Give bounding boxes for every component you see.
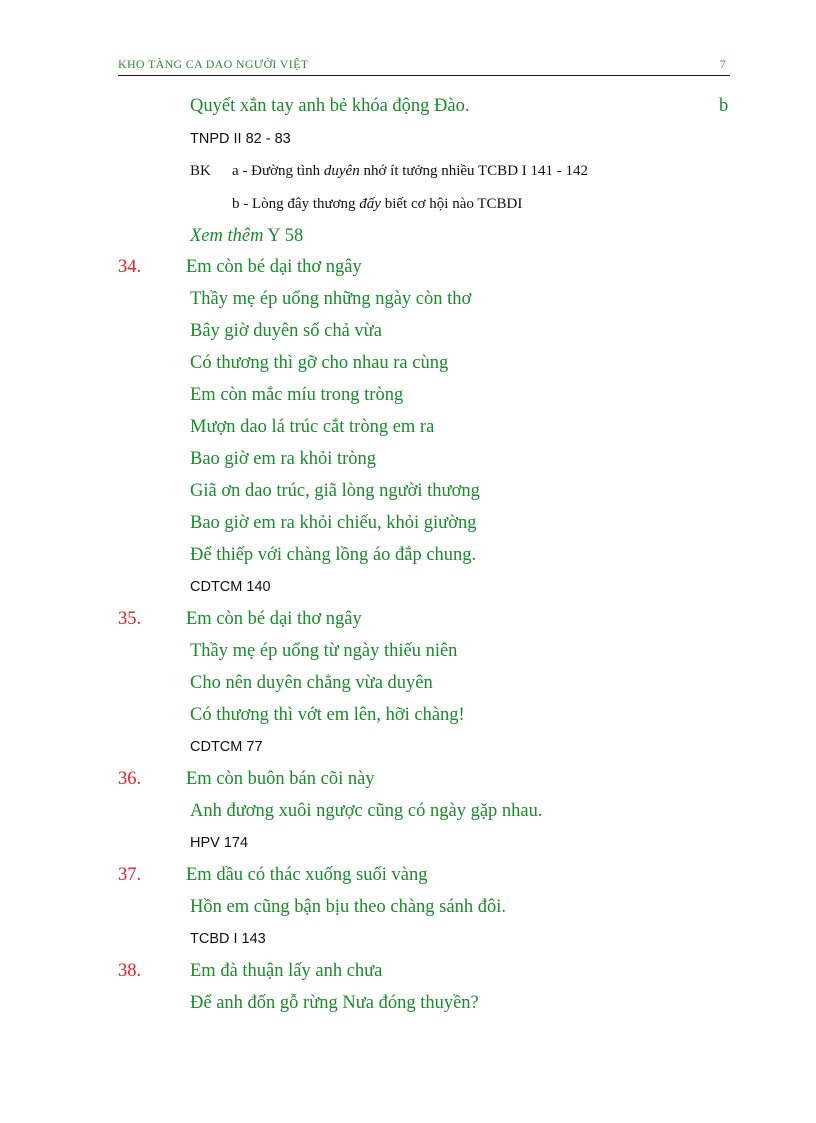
verse-line: Quyết xắn tay anh bẻ khóa động Đào. [190, 96, 470, 116]
verse-line: Bao giờ em ra khỏi tròng [190, 449, 377, 469]
variant-marker: b [719, 96, 729, 116]
poem-number: 36. [118, 769, 142, 789]
poem-number: 35. [118, 609, 142, 629]
verse-line: Giã ơn dao trúc, giã lòng người thương [190, 481, 480, 501]
source-citation: TCBD I 143 [190, 931, 266, 947]
source-citation: HPV 174 [190, 835, 249, 851]
verse-line: Có thương thì vớt em lên, hỡi chàng! [190, 705, 465, 725]
verse-line: Em đà thuận lấy anh chưa [190, 961, 383, 981]
verse-line: Có thương thì gỡ cho nhau ra cùng [190, 353, 449, 373]
verse-line: Em còn mắc míu trong tròng [190, 385, 404, 405]
poem-number: 37. [118, 865, 142, 885]
verse-line: Em còn buôn bán cõi này [186, 769, 375, 789]
poem-number: 38. [118, 961, 142, 981]
verse-line: Mượn dao lá trúc cắt tròng em ra [190, 417, 435, 437]
verse-line: Bây giờ duyên số chả vừa [190, 321, 382, 341]
verse-line: Để thiếp với chàng lồng áo đắp chung. [190, 545, 477, 565]
verse-line: Bao giờ em ra khỏi chiếu, khỏi giường [190, 513, 477, 533]
verse-line: Hồn em cũng bận bịu theo chàng sánh đôi. [190, 897, 506, 917]
verse-line: Em còn bé dại thơ ngây [186, 609, 362, 629]
verse-line: Em còn bé dại thơ ngây [186, 257, 362, 277]
page-number: 7 [719, 57, 726, 71]
verse-line: Em dầu có thác xuống suối vàng [186, 865, 428, 885]
book-title: KHO TÀNG CA DAO NGƯỜI VIỆT [118, 57, 309, 71]
see-also-reference: Xem thêm Y 58 [190, 226, 304, 246]
source-citation: TNPD II 82 - 83 [190, 131, 291, 147]
variant-note-b: b - Lòng đây thương đấy biết cơ hội nào TCBDI [232, 196, 523, 212]
bk-label: BK [190, 163, 211, 179]
variant-note-a: a - Đường tình duyên nhớ ít tưởng nhiều TCBD I 141 - 142 [232, 163, 589, 179]
verse-line: Thầy mẹ ép uổng những ngày còn thơ [190, 289, 472, 309]
source-citation: CDTCM 77 [190, 739, 263, 755]
verse-line: Cho nên duyên chẳng vừa duyên [190, 673, 433, 693]
verse-line: Anh đương xuôi ngược cũng có ngày gặp nhau. [190, 801, 543, 821]
poem-number: 34. [118, 257, 142, 277]
verse-line: Để anh đốn gỗ rừng Nưa đóng thuyền? [190, 993, 479, 1013]
verse-line: Thầy mẹ ép uổng từ ngày thiếu niên [190, 641, 458, 661]
running-header [118, 56, 730, 76]
source-citation: CDTCM 140 [190, 579, 271, 595]
